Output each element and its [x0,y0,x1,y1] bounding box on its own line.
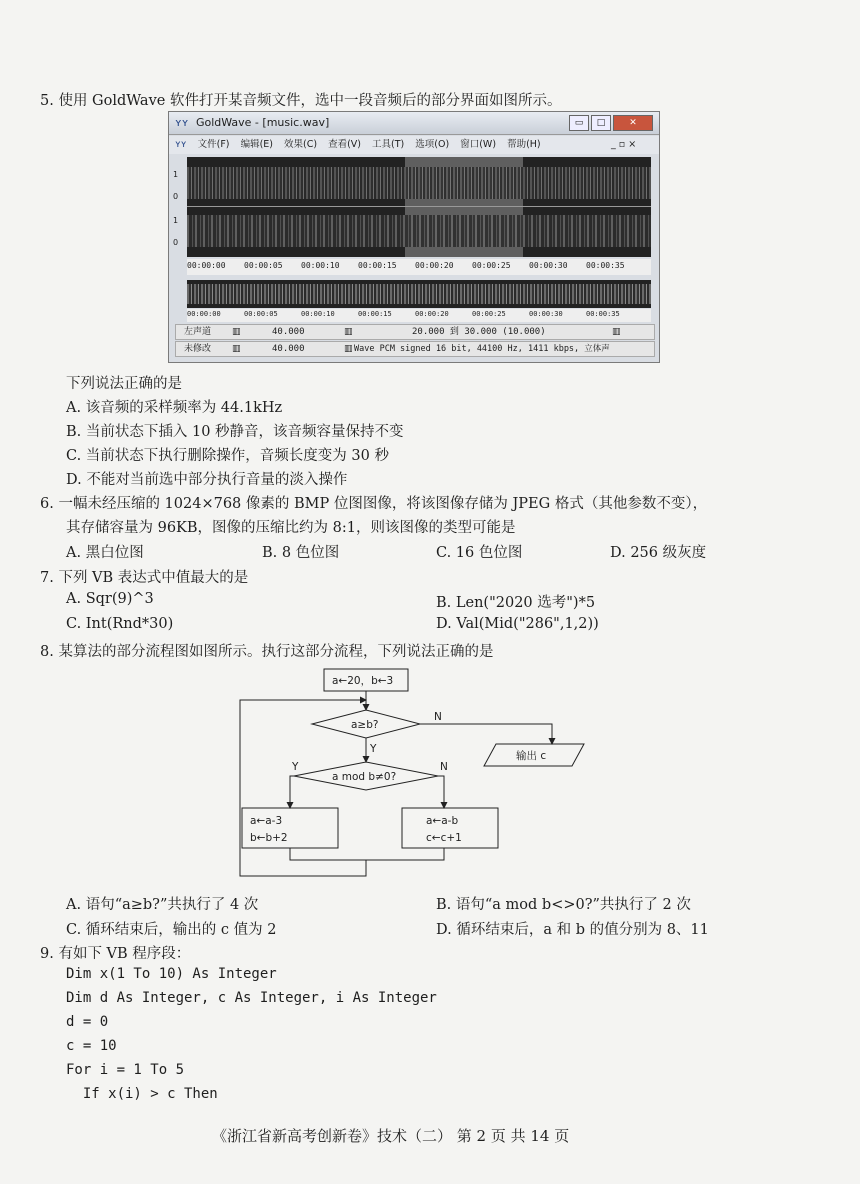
mini-tick-label: 00:00:15 [358,310,392,318]
menu-view: 查看(V) [328,139,362,150]
mdi-buttons-icon: _ ▫ × [611,139,637,150]
mini-tick-label: 00:00:10 [301,310,335,318]
channel-mark-2: 0 [173,192,179,201]
q9-stem: 9. 有如下 VB 程序段： [40,946,191,962]
goldwave-window [168,111,660,363]
mini-tick-label: 00:00:05 [244,310,278,318]
tick-label: 00:00:20 [415,261,454,270]
status-channel: 左声道 [184,327,212,337]
code-line: If x(i) > c Then [66,1086,218,1102]
status-selection: 20.000 到 30.000 (10.000) [412,327,546,337]
waveform-left-channel [187,167,651,199]
q7-option-c: C. Int(Rnd*30) [66,616,174,632]
status-sep-icon: ▥ [232,327,241,337]
q5-option-b: B. 当前状态下插入 10 秒静音，该音频容量保持不变 [66,424,404,440]
flowchart [228,664,608,889]
channel-mark-1: 1 [173,170,179,179]
q5-stem: 5. 使用 GoldWave 软件打开某音频文件，选中一段音频后的部分界面如图所示。 [40,93,562,109]
minimize-icon: ▭ [569,115,589,131]
menu-help: 帮助(H) [507,139,541,150]
overview-ruler [187,309,651,322]
tick-label: 00:00:35 [586,261,625,270]
flow-cond2-text: a mod b≠0? [332,771,397,783]
menu-bar [169,136,659,154]
flow-yes-label-2: Y [292,761,299,773]
flow-cond1-text: a≥b? [351,719,379,731]
status-sep-icon: ▥ [344,327,353,337]
menu-window: 窗口(W) [460,139,497,150]
menu-effects: 效果(C) [284,139,318,150]
flow-right-line-1: a←a-b [426,815,459,827]
flow-left-line-1: a←a-3 [250,815,283,827]
q5-option-a: A. 该音频的采样频率为 44.1kHz [66,400,283,416]
channel-mark-4: 0 [173,238,179,247]
q8-option-b: B. 语句“a mod b<>0?”共执行了 2 次 [436,897,691,913]
q5-lead: 下列说法正确的是 [66,376,182,392]
q8-option-c: C. 循环结束后，输出的 c 值为 2 [66,922,277,938]
mini-tick-label: 00:00:00 [187,310,221,318]
q6-option-c: C. 16 色位图 [436,545,523,561]
mini-tick-label: 00:00:25 [472,310,506,318]
q7-option-d: D. Val(Mid("286",1,2)) [436,616,599,632]
tick-label: 00:00:25 [472,261,511,270]
overview-signal [187,284,651,304]
q8-option-d: D. 循环结束后，a 和 b 的值分别为 8、11 [436,922,709,938]
window-title: GoldWave - [music.wav] [195,116,330,129]
waveform-overview [187,280,651,308]
flow-right-line-2: c←c+1 [426,832,462,844]
q6-option-d: D. 256 级灰度 [610,545,707,561]
status-sep-icon: ▥ [232,344,241,354]
status-row-1 [175,324,655,340]
flow-left-line-2: b←b+2 [250,832,288,844]
q6-option-a: A. 黑白位图 [66,545,144,561]
mini-tick-label: 00:00:30 [529,310,563,318]
mini-tick-label: 00:00:35 [586,310,620,318]
code-line: For i = 1 To 5 [66,1062,185,1078]
waveform-right-channel [187,215,651,247]
q6-stem-2: 其存储容量为 96KB，图像的压缩比约为 8:1，则该图像的类型可能是 [66,520,516,536]
menu-edit: 编辑(E) [240,139,273,150]
q8-stem: 8. 某算法的部分流程图如图所示。执行这部分流程，下列说法正确的是 [40,644,494,660]
flow-no-label-1: N [434,711,442,723]
code-line: Dim d As Integer, c As Integer, i As Integer [66,990,437,1006]
tick-label: 00:00:15 [358,261,397,270]
code-line: d = 0 [66,1014,109,1030]
tick-label: 00:00:30 [529,261,568,270]
status-length: 40.000 [272,327,305,337]
flow-init-text: a←20，b←3 [332,675,394,687]
status-sep-icon: ▥ [612,327,621,337]
page-footer: 《浙江省新高考创新卷》技术（二） 第 2 页 共 14 页 [212,1127,570,1145]
code-line: Dim x(1 To 10) As Integer [66,966,277,982]
status-format: Wave PCM signed 16 bit, 44100 Hz, 1411 kbps, 立体声 [354,344,610,354]
code-line: c = 10 [66,1038,117,1054]
close-icon: ✕ [613,115,653,131]
q7-option-a: A. Sqr(9)^3 [66,591,154,607]
tick-label: 00:00:00 [187,261,226,270]
timeline-ruler [187,259,651,275]
maximize-icon: □ [591,115,611,131]
menu-options: 选项(O) [415,139,450,150]
flow-yes-label-1: Y [370,743,377,755]
q6-stem-1: 6. 一幅未经压缩的 1024×768 像素的 BMP 位图图像，将该图像存储为 JPEG 格式（其他参数不变）， [40,496,708,512]
menu-app-icon: ʏʏ [175,139,187,150]
q5-option-c: C. 当前状态下执行删除操作，音频长度变为 30 秒 [66,448,389,464]
waveform-main [187,157,651,257]
status-row-2 [175,341,655,357]
menu-tools: 工具(T) [372,139,405,150]
mini-tick-label: 00:00:20 [415,310,449,318]
channel-mark-3: 1 [173,216,179,225]
tick-label: 00:00:10 [301,261,340,270]
status-state: 未修改 [184,344,212,354]
channel-divider [187,206,651,207]
app-icon: ʏʏ [175,116,189,129]
q8-option-a: A. 语句“a≥b?”共执行了 4 次 [66,897,259,913]
q6-option-b: B. 8 色位图 [262,545,340,561]
tick-label: 00:00:05 [244,261,283,270]
status-sep-icon: ▥ [344,344,353,354]
q7-option-b: B. Len("2020 选考")*5 [436,595,596,611]
q7-stem: 7. 下列 VB 表达式中值最大的是 [40,570,249,586]
flow-no-label-2: N [440,761,448,773]
status-length-2: 40.000 [272,344,305,354]
flow-output-text: 输出 c [516,750,547,762]
goldwave-titlebar [169,112,659,135]
menu-file: 文件(F) [197,139,230,150]
q5-option-d: D. 不能对当前选中部分执行音量的淡入操作 [66,472,348,488]
